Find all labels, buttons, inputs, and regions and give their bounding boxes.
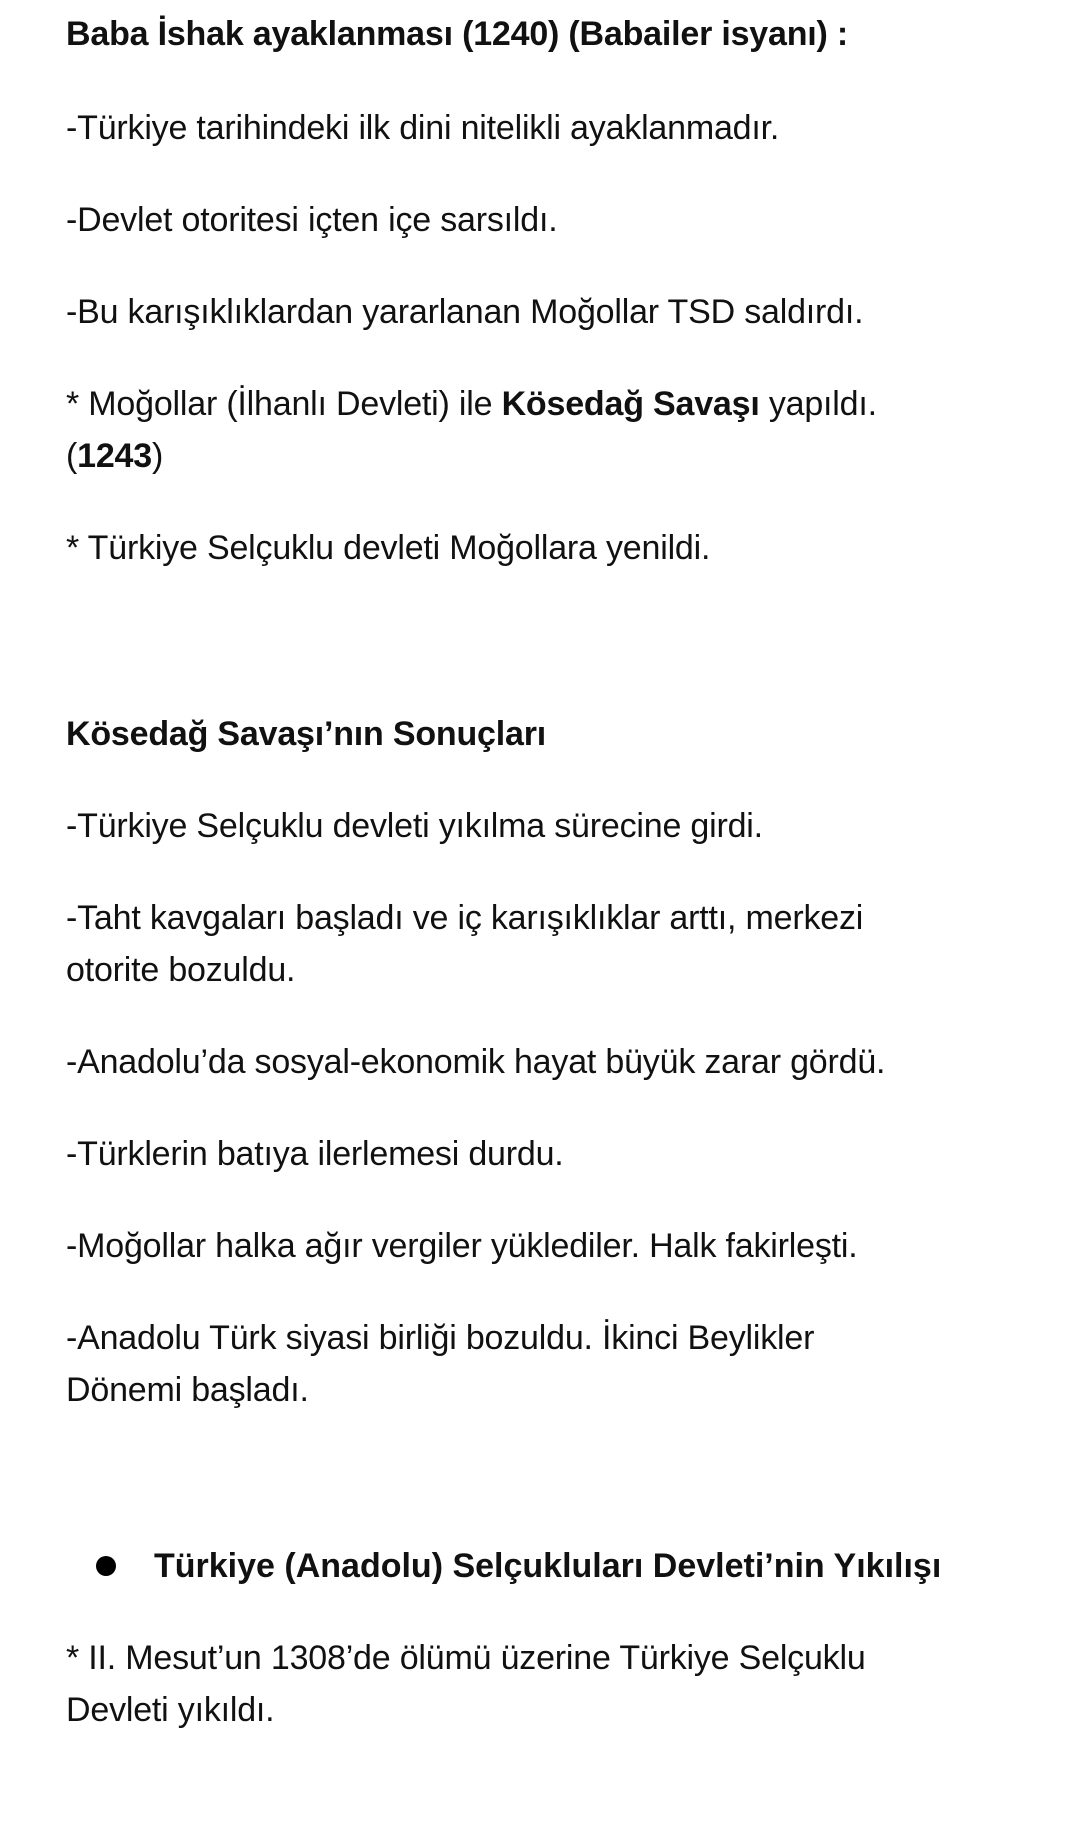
paragraph-line-continuation: Devleti yıkıldı. xyxy=(66,1691,275,1729)
bold-text-kosedag: Kösedağ Savaşı xyxy=(501,385,760,423)
list-item: -Moğollar halka ağır vergiler yüklediler. Halk fakirleşti. xyxy=(66,1227,858,1265)
paragraph-line: -Bu karışıklıklardan yararlanan Moğollar TSD saldırdı. xyxy=(66,293,864,331)
text-span: ( xyxy=(66,437,78,475)
paragraph-line: -Devlet otoritesi içten içe sarsıldı. xyxy=(66,201,558,239)
paragraph-line-kosedag xyxy=(66,378,1026,430)
text-span: * Moğollar (İlhanlı Devleti) ile xyxy=(66,385,502,423)
bullet-heading-yikilis: Türkiye (Anadolu) Selçukluları Devleti’nin Yıkılışı xyxy=(154,1547,942,1585)
list-item-continuation: Dönemi başladı. xyxy=(66,1371,309,1409)
list-item: -Taht kavgaları başladı ve iç karışıklıklar arttı, merkezi xyxy=(66,899,864,937)
bullet-dot-icon xyxy=(96,1556,116,1576)
paragraph-line: * II. Mesut’un 1308’de ölümü üzerine Türkiye Selçuklu xyxy=(66,1639,866,1677)
list-item-continuation: otorite bozuldu. xyxy=(66,951,296,989)
text-span: ) xyxy=(151,437,164,475)
paragraph-line: -Türkiye tarihindeki ilk dini nitelikli ayaklanmadır. xyxy=(66,109,780,147)
text-span: yapıldı. xyxy=(759,385,877,423)
heading-baba-ishak: Baba İshak ayaklanması (1240) (Babailer isyanı) : xyxy=(66,15,849,53)
list-item: -Türklerin batıya ilerlemesi durdu. xyxy=(66,1135,564,1173)
paragraph-line-year xyxy=(66,430,1026,482)
list-item: -Anadolu Türk siyasi birliği bozuldu. İkinci Beylikler xyxy=(66,1319,815,1357)
heading-kosedag-sonuclari: Kösedağ Savaşı’nın Sonuçları xyxy=(66,715,546,753)
bold-year: 1243 xyxy=(77,437,152,475)
paragraph-line: * Türkiye Selçuklu devleti Moğollara yenildi. xyxy=(66,529,711,567)
list-item: -Anadolu’da sosyal-ekonomik hayat büyük zarar gördü. xyxy=(66,1043,886,1081)
list-item: -Türkiye Selçuklu devleti yıkılma sürecine girdi. xyxy=(66,807,763,845)
